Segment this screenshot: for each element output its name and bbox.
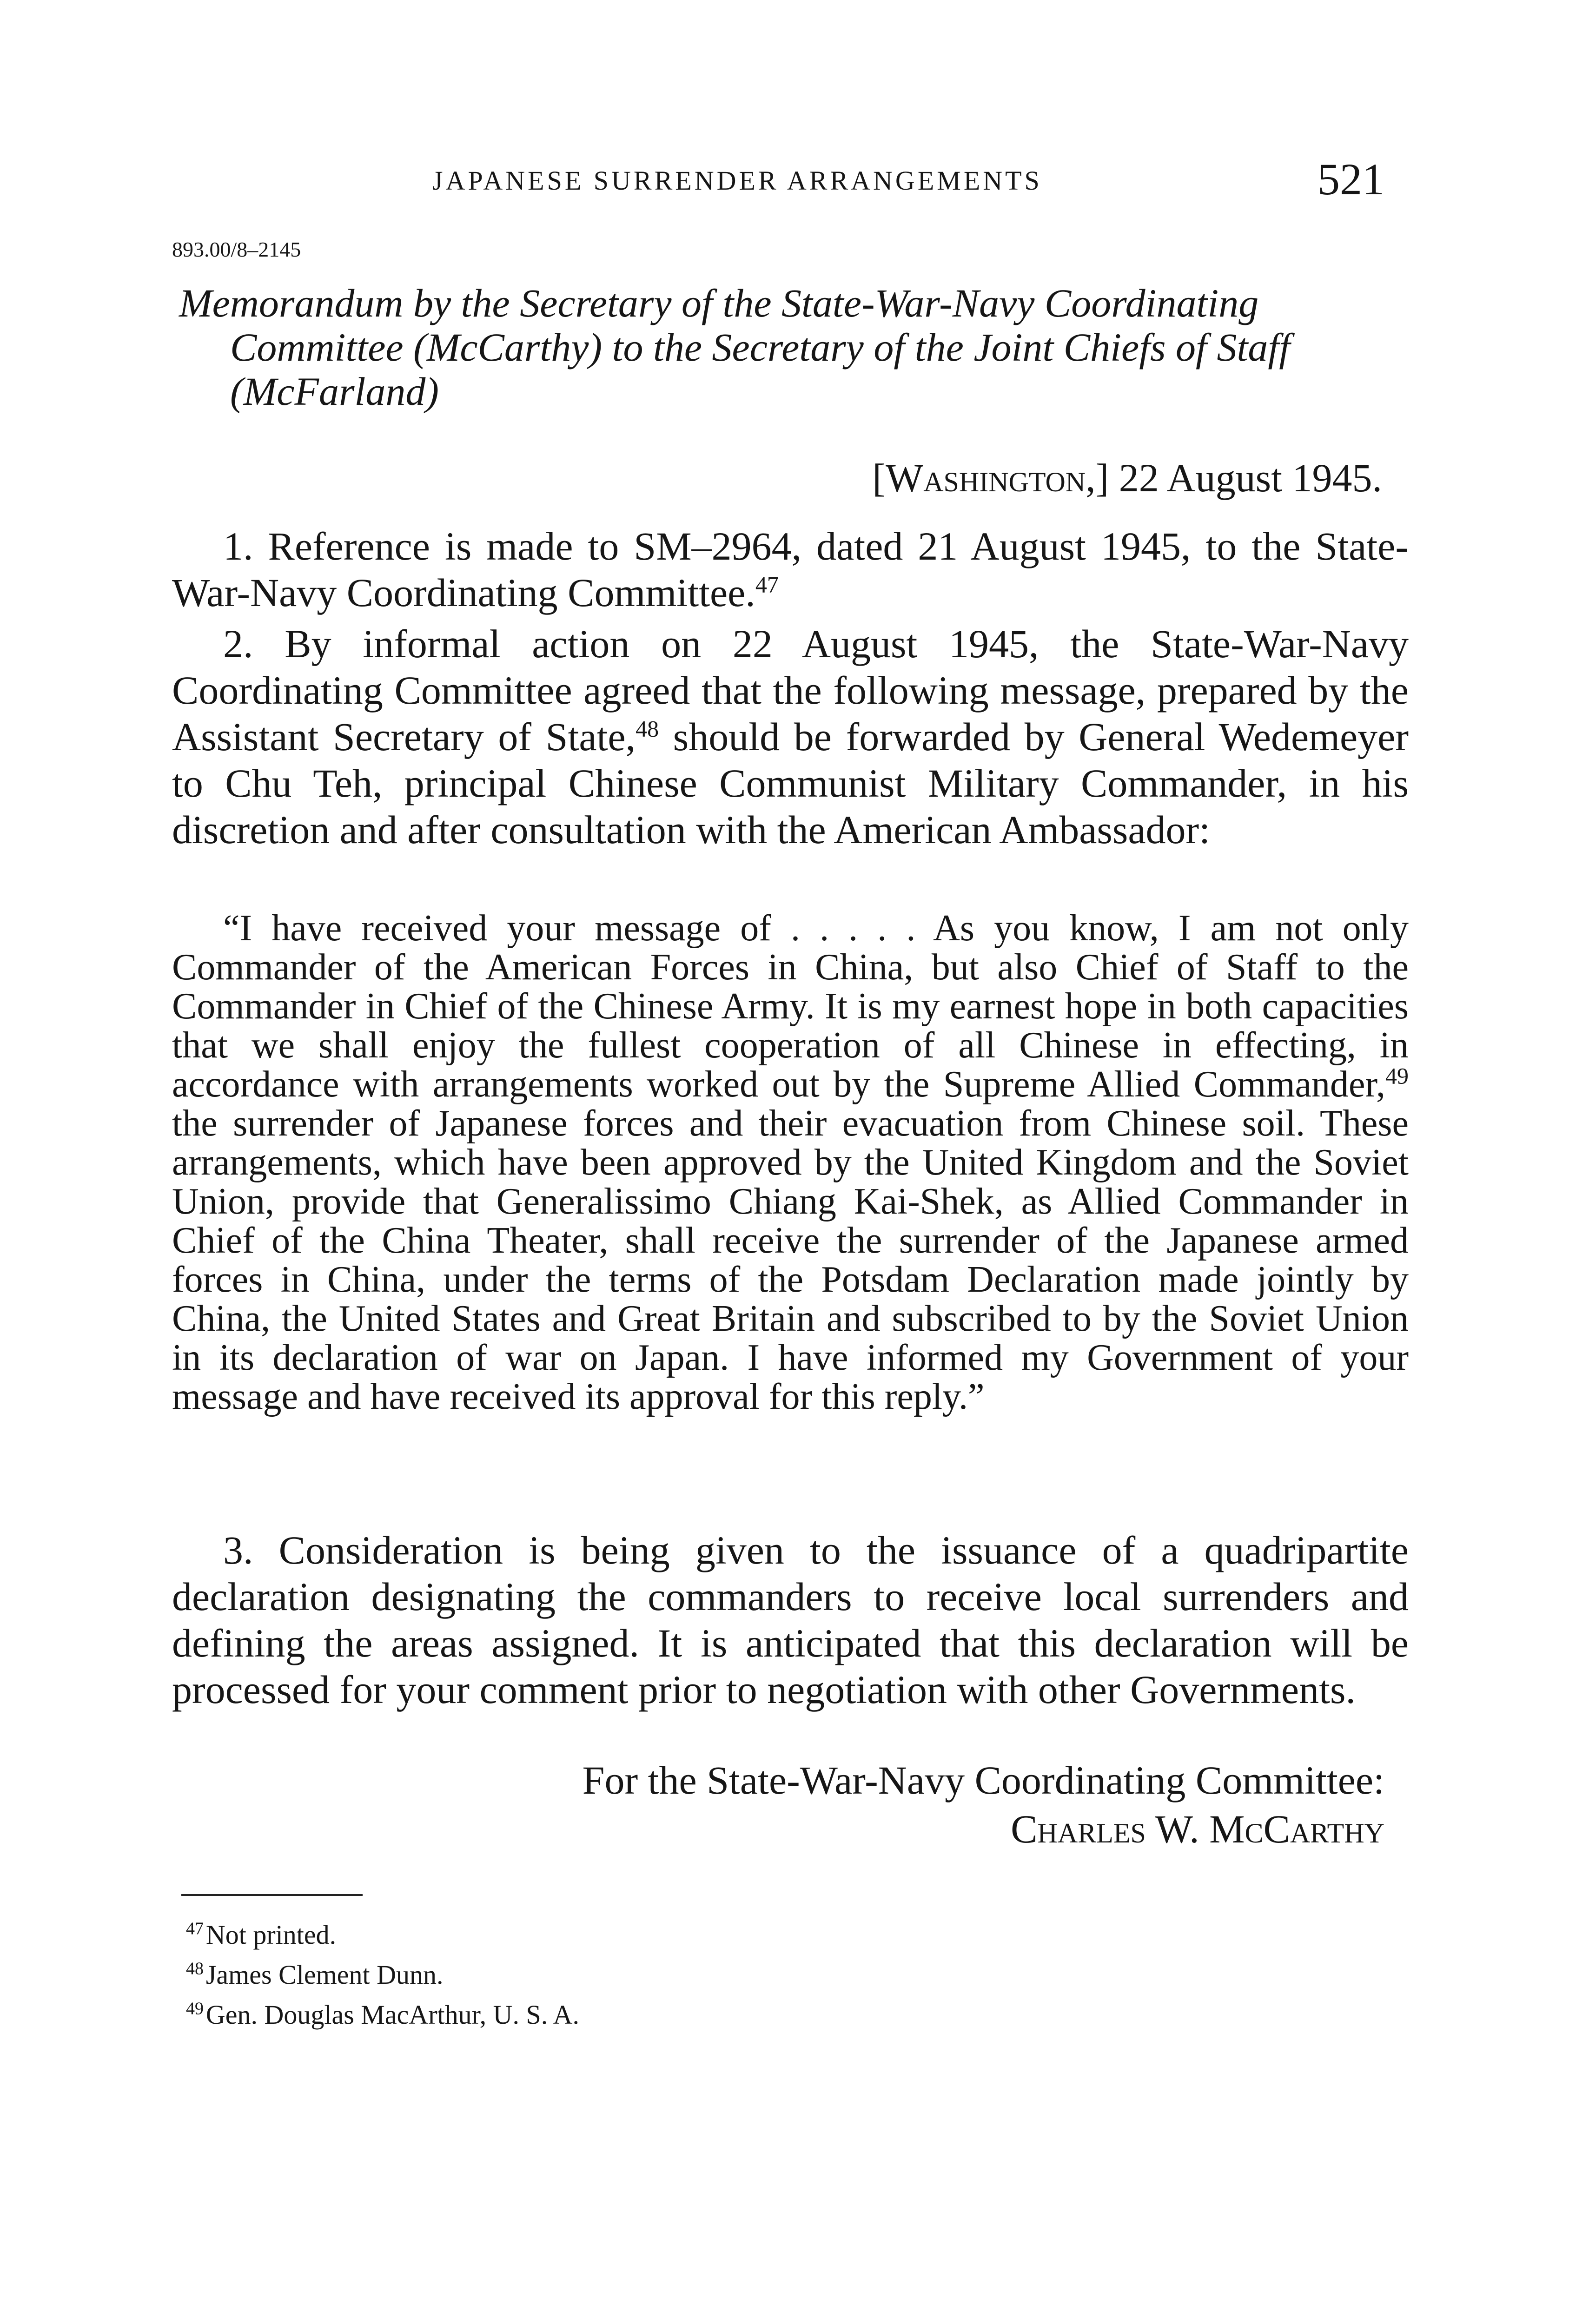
footnote-mark: 49 [186, 1999, 204, 2019]
footnote-mark: 47 [186, 1919, 204, 1939]
paragraph-1 [172, 523, 1409, 616]
footnote-text: Gen. Douglas MacArthur, U. S. A. [205, 2000, 579, 2030]
title-line-3: (McFarland) [230, 369, 439, 414]
signature-for-line: For the State-War-Navy Coordinating Committee: [582, 1758, 1384, 1802]
title-line-1: Memorandum by the Secretary of the State-War-Navy Coordinating [179, 281, 1259, 325]
footnote-48 [186, 1955, 579, 1995]
dateline-place: Washington, [886, 456, 1096, 500]
footnote-text: James Clement Dunn. [205, 1960, 444, 1990]
footnote-mark: 48 [186, 1959, 204, 1979]
paragraph-2-text-b: should be forwarded by General Wedemeyer to Chu Teh, principal Chinese Communist Military Commander, in his discretion and after consultation with the American Ambassador: [172, 714, 1409, 852]
dateline: [Washington,] 22 August 1945. [872, 456, 1382, 500]
footnotes [186, 1915, 579, 2035]
quoted-message [172, 909, 1409, 1416]
title-line-2: Committee (McCarthy) to the Secretary of the Joint Chiefs of Staff [230, 325, 1291, 370]
footnote-text: Not printed. [205, 1920, 337, 1950]
page-number: 521 [1318, 154, 1384, 204]
paragraph-2 [172, 621, 1409, 853]
footnote-divider [181, 1894, 363, 1896]
document-reference: 893.00/8–2145 [172, 238, 301, 261]
footnote-ref-49: 49 [1385, 1063, 1409, 1089]
footnote-ref-48: 48 [636, 715, 659, 742]
quote-text-a: “I have received your message of . . . . . As you know, I am not only Commander of the American Forces in China, but also Chief of Staff to the Commander in Chief of the Chinese Army. It is my earnest hope in both capacities that we shall enjoy the fullest cooperation of all Chinese in effecting, in accordance with arrangements worked out by the Supreme Allied Commander, [172, 908, 1409, 1105]
footnote-47 [186, 1915, 579, 1955]
paragraph-2-text-a: 2. By informal action on 22 August 1945, the State-War-Navy Coordinating Committee agreed that the following message, prepared by the Assistant Secretary of State, [172, 621, 1409, 759]
paragraph-3 [172, 1527, 1409, 1713]
document-title [179, 281, 1397, 414]
footnote-ref-47: 47 [755, 571, 779, 598]
paragraph-3-text: 3. Consideration is being given to the issuance of a quadripartite declaration designating the commanders to receive local surrenders and defining the areas assigned. It is anticipated that this declaration will be processed for your comment prior to negotiation with other Governments. [172, 1528, 1409, 1712]
running-title: JAPANESE SURRENDER ARRANGEMENTS [432, 165, 1042, 196]
paragraph-1-text: 1. Reference is made to SM–2964, dated 21 August 1945, to the State-War-Navy Coordinating Committee. [172, 524, 1409, 615]
signature-name: Charles W. McCarthy [1011, 1807, 1384, 1851]
dateline-date: 22 August 1945. [1119, 456, 1382, 500]
footnote-49 [186, 1995, 579, 2035]
quote-text-b: the surrender of Japanese forces and their evacuation from Chinese soil. These arrangements, which have been approved by the United Kingdom and the Soviet Union, provide that Generalissimo Chiang Kai-Shek, as Allied Commander in Chief of the China Theater, shall receive the surrender of the Japanese armed forces in China, under the terms of the Potsdam Declaration made jointly by China, the United States and Great Britain and subscribed to by the Soviet Union in its declaration of war on Japan. I have informed my Government of your message and have received its approval for this reply.” [172, 1103, 1409, 1417]
